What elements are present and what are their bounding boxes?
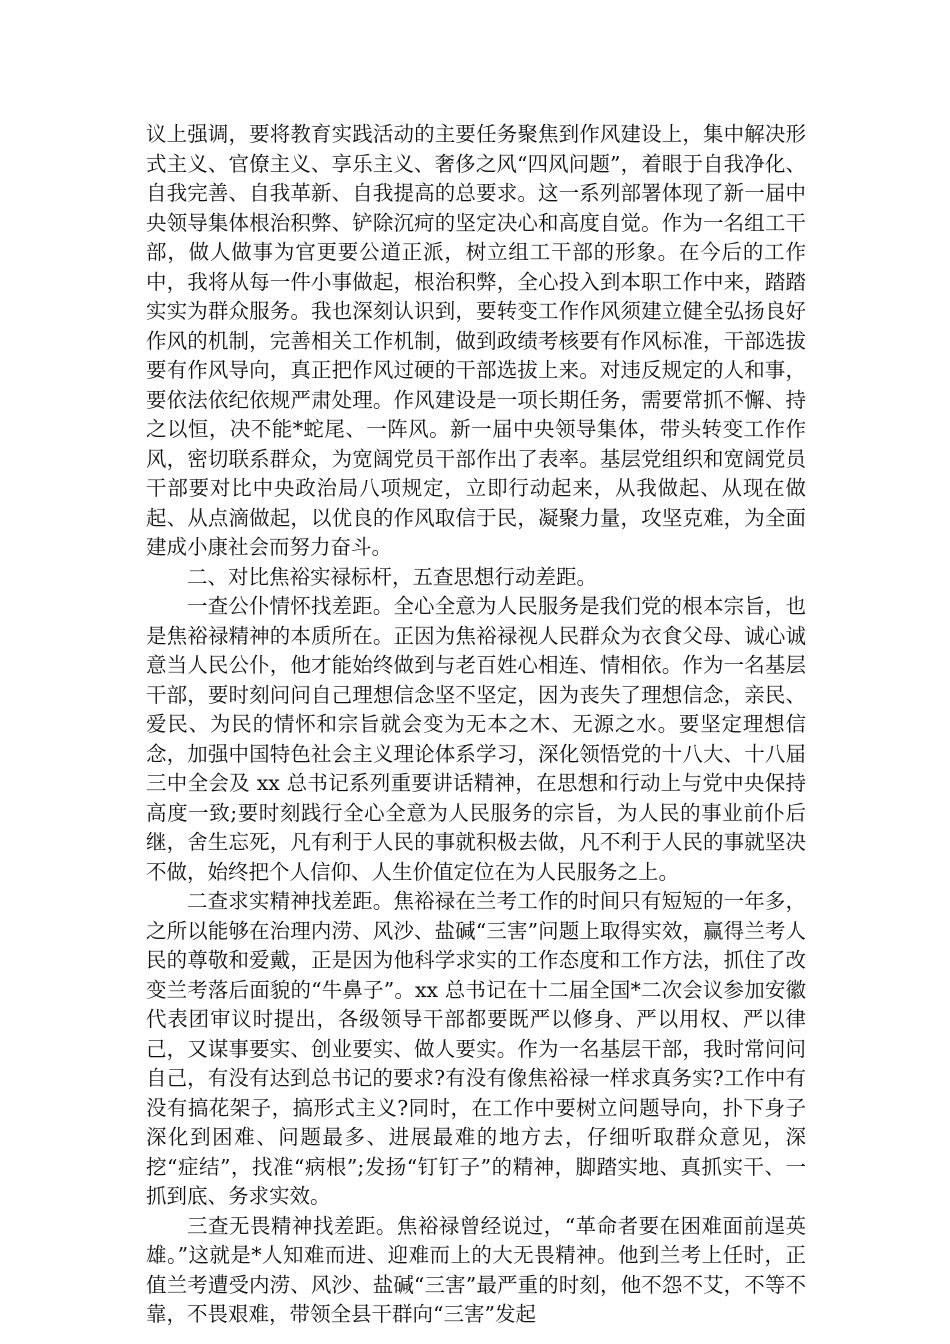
paragraph: 二查求实精神找差距。焦裕禄在兰考工作的时间只有短短的一年多，之所以能够在治理内涝、风沙、盐碱“三害”问题上取得实效，赢得兰考人民的尊敬和爱戴，正是因为他科学求实的工作态度和工作方法，抓住了改变兰考落后面貌的“牛鼻子”。xx 总书记在十二届全国*二次会议参加安徽代表团审议时提出，各级领导干部都要既严以修身、严以用权、严以律己，又谋事要实、创业要实、做人要实。作为一名基层干部，我时常问问自己，有没有达到总书记的要求?有没有像焦裕禄一样求真务实?工作中有没有搞花架子，搞形式主义?同时，在工作中要树立问题导向，扑下身子深化到困难、问题最多、进展最难的地方去，仔细听取群众意见，深挖“症结”，找准“病根”;发扬“钉钉子”的精神，脚踏实地、真抓实干、一抓到底、务求实效。 <box>146 889 806 1208</box>
document-body <box>146 120 806 1330</box>
paragraph: 三查无畏精神找差距。焦裕禄曾经说过，“革命者要在困难面前逞英雄。”这就是*人知难而进、迎难而上的大无畏精神。他到兰考上任时，正值兰考遭受内涝、风沙、盐碱“三害”最严重的时刻，他不怨不艾，不等不靠，不畏艰难，带领全县干群向“三害”发起 <box>146 1213 806 1326</box>
paragraph: 一查公仆情怀找差距。全心全意为人民服务是我们党的根本宗旨，也是焦裕禄精神的本质所在。正因为焦裕禄视人民群众为衣食父母、诚心诚意当人民公仆，他才能始终做到与老百姓心相连、情相依。作为一名基层干部，要时刻问问自己理想信念坚不坚定，因为丧失了理想信念，亲民、爱民、为民的情怀和宗旨就会变为无本之木、无源之水。要坚定理想信念，加强中国特色社会主义理论体系学习，深化领悟党的十八大、十八届三中全会及 xx 总书记系列重要讲话精神，在思想和行动上与党中央保持高度一致;要时刻践行全心全意为人民服务的宗旨，为人民的事业前仆后继，舍生忘死，凡有利于人民的事就积极去做，凡不利于人民的事就坚决不做，始终把个人信仰、人生价值定位在为人民服务之上。 <box>146 594 806 884</box>
paragraph-continued: 议上强调，要将教育实践活动的主要任务聚焦到作风建设上，集中解决形式主义、官僚主义、享乐主义、奢侈之风“四风问题”，着眼于自我净化、自我完善、自我革新、自我提高的总要求。这一系列部署体现了新一届中央领导集体根治积弊、铲除沉疴的坚定决心和高度自觉。作为一名组工干部，做人做事为官更要公道正派，树立组工干部的形象。在今后的工作中，我将从每一件小事做起，根治积弊，全心投入到本职工作中来，踏踏实实为群众服务。我也深刻认识到，要转变工作作风须建立健全弘扬良好作风的机制，完善相关工作机制，做到政绩考核要有作风标准，干部选拔要有作风导向，真正把作风过硬的干部选拔上来。对违反规定的人和事，要依法依纪依规严肃处理。作风建设是一项长期任务，需要常抓不懈、持之以恒，决不能*蛇尾、一阵风。新一届中央领导集体，带头转变工作作风，密切联系群众，为宽阔党员干部作出了表率。基层党组织和宽阔党员干部要对比中央政治局八项规定，立即行动起来，从我做起、从现在做起、从点滴做起，以优良的作风取信于民，凝聚力量，攻坚克难，为全面建成小康社会而努力奋斗。 <box>146 122 806 559</box>
section-heading: 二、对比焦裕实禄标杆，五查思想行动差距。 <box>187 564 597 589</box>
